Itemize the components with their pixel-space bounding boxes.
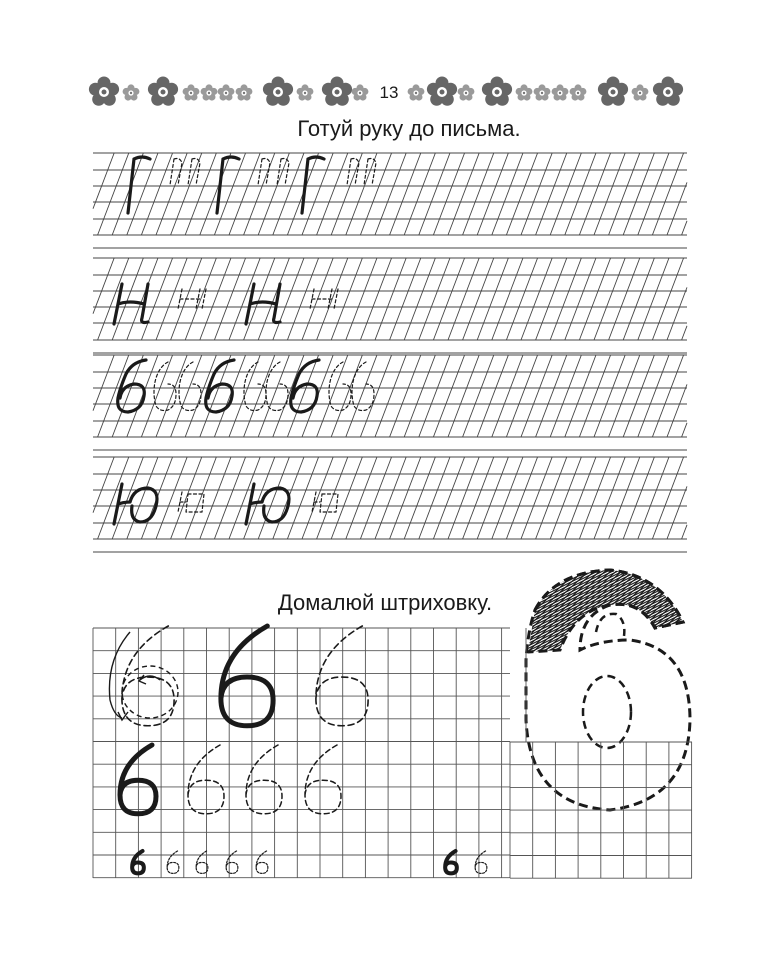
flower-icon — [408, 84, 425, 100]
solid-six — [221, 626, 273, 726]
dotted-six — [316, 626, 368, 726]
dotted-letter — [170, 159, 182, 186]
dotted-six — [475, 851, 487, 873]
flower-icon — [653, 77, 683, 106]
flower-icon — [89, 77, 119, 106]
flower-icon — [322, 77, 352, 106]
dotted-letter — [329, 362, 351, 411]
dotted-six — [246, 745, 282, 814]
dotted-letter — [347, 159, 359, 186]
dotted-letter — [310, 289, 332, 309]
page-number: 13 — [372, 83, 406, 103]
digit-sixes — [109, 626, 486, 873]
flower-icon — [458, 84, 475, 100]
dotted-six — [256, 851, 268, 873]
ruling-block — [93, 258, 687, 353]
heading-shading: Домалюй штриховку. — [277, 590, 493, 615]
flower-icon — [236, 84, 253, 100]
dotted-letter — [352, 362, 374, 411]
dotted-six — [226, 851, 238, 873]
dotted-six — [305, 745, 341, 814]
flower-icon — [534, 84, 551, 100]
flower-icon — [201, 84, 218, 100]
dotted-six — [167, 851, 179, 873]
flower-icon — [218, 84, 235, 100]
arrow-icon — [109, 632, 130, 718]
flower-icon — [148, 77, 178, 106]
ruling-block — [93, 457, 687, 552]
flower-icon — [123, 84, 140, 100]
flower-icon — [516, 84, 533, 100]
heading-writing: Готуй руку до письма. — [297, 116, 521, 141]
dotted-letter — [202, 289, 206, 309]
six-inner-hole — [583, 676, 631, 748]
flower-icon — [352, 84, 369, 100]
flower-icon — [263, 77, 293, 106]
flower-icon — [482, 77, 512, 106]
dotted-letter — [312, 492, 338, 512]
flower-icon — [297, 84, 314, 100]
solid-six — [445, 851, 457, 873]
dotted-letter — [154, 362, 176, 411]
ruling-block — [93, 153, 687, 248]
dotted-six — [188, 745, 224, 814]
hatching-big-six — [480, 513, 778, 811]
flower-icon — [632, 84, 649, 100]
flower-icon — [570, 84, 587, 100]
flower-icon — [552, 84, 569, 100]
solid-letter — [217, 157, 239, 213]
ruling-block — [93, 355, 687, 450]
flower-icon — [427, 77, 457, 106]
flower-icon — [598, 77, 628, 106]
flower-icon — [183, 84, 200, 100]
